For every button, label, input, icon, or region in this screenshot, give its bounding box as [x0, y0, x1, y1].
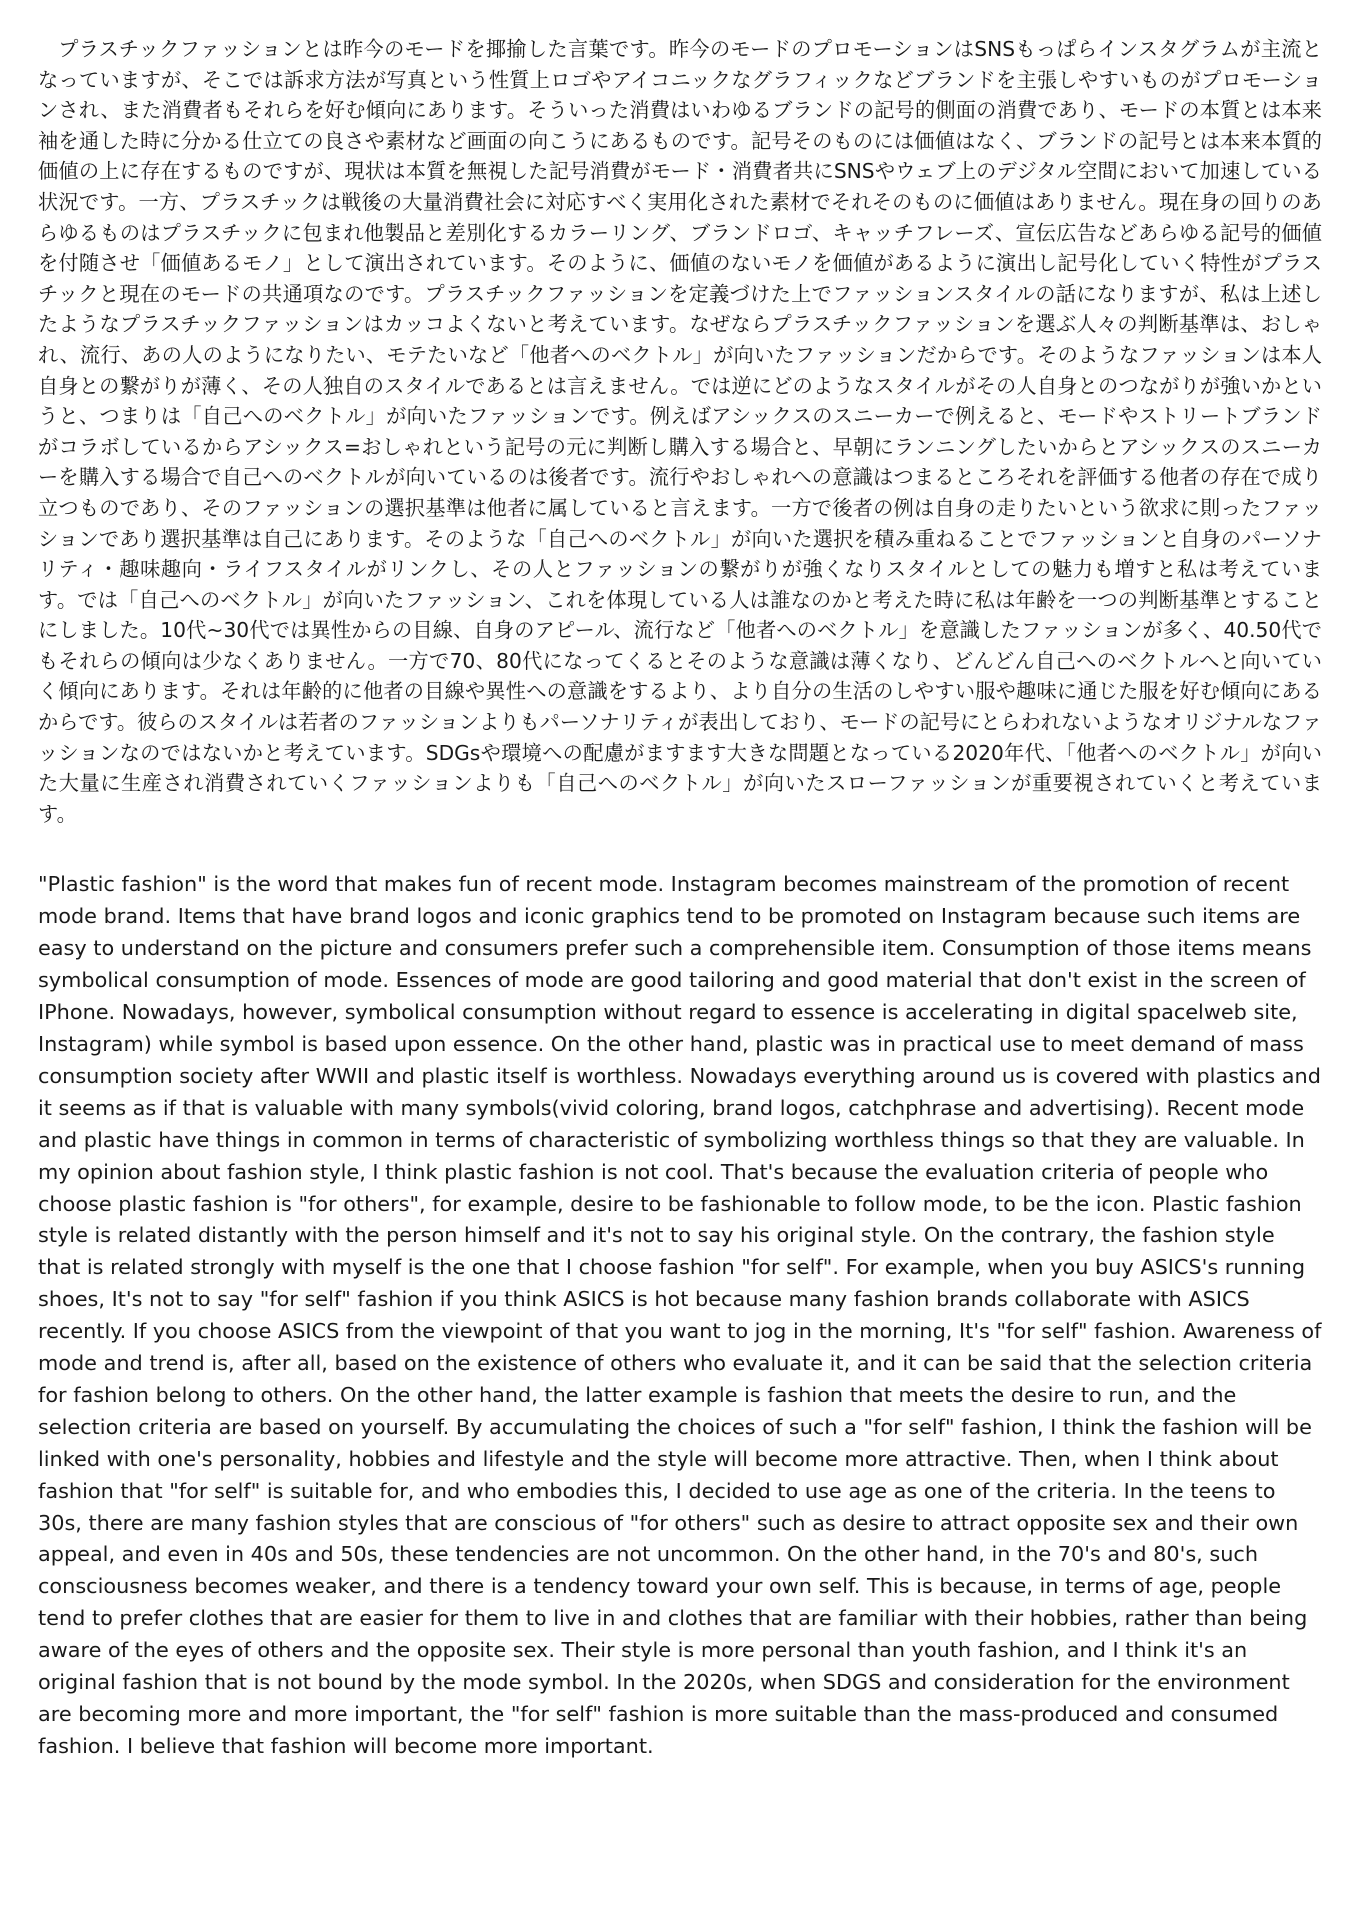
japanese-paragraph: プラスチックファッションとは昨今のモードを揶揄した言葉です。昨今のモードのプロモーションはSNSもっぱらインスタグラムが主流となっていますが、そこでは訴求方法が写真という性質上ロゴやアイコニックなグラフィックなどブランドを主張しやすいものがプロモーションされ、また消費者もそれらを好む傾向にあります。そういった消費はいわゆるブランドの記号的側面の消費であり、モードの本質とは本来袖を通した時に分かる仕立ての良さや素材など画面の向こうにあるものです。記号そのものには価値はなく、ブランドの記号とは本来本質的価値の上に存在するものですが、現状は本質を無視した記号消費がモード・消費者共にSNSやウェブ上のデジタル空間において加速している状況です。一方、プラスチックは戦後の大量消費社会に対応すべく実用化された素材でそれそのものに価値はありません。現在身の回りのあらゆるものはプラスチックに包まれ他製品と差別化するカラーリング、ブランドロゴ、キャッチフレーズ、宣伝広告などあらゆる記号的価値を付随させ「価値あるモノ」として演出されています。そのように、価値のないモノを価値があるように演出し記号化していく特性がプラスチックと現在のモードの共通項なのです。プラスチックファッションを定義づけた上でファッションスタイルの話になりますが、私は上述したようなプラスチックファッションはカッコよくないと考えています。なぜならプラスチックファッションを選ぶ人々の判断基準は、おしゃれ、流行、あの人のようになりたい、モテたいなど「他者へのベクトル」が向いたファッションだからです。そのようなファッションは本人自身との繋がりが薄く、その人独自のスタイルであるとは言えません。では逆にどのようなスタイルがその人自身とのつながりが強いかというと、つまりは「自己へのベクトル」が向いたファッションです。例えばアシックスのスニーカーで例えると、モードやストリートブランドがコラボしているからアシックス=おしゃれという記号の元に判断し購入する場合と、早朝にランニングしたいからとアシックスのスニーカーを購入する場合で自己へのベクトルが向いているのは後者です。流行やおしゃれへの意識はつまるところそれを評価する他者の存在で成り立つものであり、そのファッションの選択基準は他者に属していると言えます。一方で後者の例は自身の走りたいという欲求に則ったファッションであり選択基準は自己にあります。そのような「自己へのベクトル」が向いた選択を積み重ねることでファッションと自身のパーソナリティ・趣味趣向・ライフスタイルがリンクし、その人とファッションの繋がりが強くなりスタイルとしての魅力も増すと私は考えています。では「自己へのベクトル」が向いたファッション、これを体現している人は誰なのかと考えた時に私は年齢を一つの判断基準とすることにしました。10代~30代では異性からの目線、自身のアピール、流行など「他者へのベクトル」を意識したファッションが多く、40.50代でもそれらの傾向は少なくありません。一方で70、80代になってくるとそのような意識は薄くなり、どんどん自己へのベクトルへと向いていく傾向にあります。それは年齢的に他者の目線や異性への意識をするより、より自分の生活のしやすい服や趣味に通じた服を好む傾向にあるからです。彼らのスタイルは若者のファッションよりもパーソナリティが表出しており、モードの記号にとらわれないようなオリジナルなファッションなのではないかと考えています。SDGsや環境への配慮がますます大きな問題となっている2020年代、「他者へのベクトル」が向いた大量に生産され消費されていくファッションよりも「自己へのベクトル」が向いたスローファッションが重要視されていくと考えています。 — [38, 37, 1322, 826]
document-page — [38, 34, 1322, 1763]
english-paragraph: "Plastic fashion" is the word that makes fun of recent mode. Instagram becomes mainstream of the promotion of recent mode brand. Items that have brand logos and iconic graphics tend to be promoted on Instagram because such items are easy to understand on the picture and consumers prefer such a comprehensible item. Consumption of those items means symbolical consumption of mode. Essences of mode are good tailoring and good material that don't exist in the screen of IPhone. Nowadays, however, symbolical consumption without regard to essence is accelerating in digital spacelweb site, Instagram) while symbol is based upon essence. On the other hand, plastic was in practical use to meet demand of mass consumption society after WWII and plastic itself is worthless. Nowadays everything around us is covered with plastics and it seems as if that is valuable with many symbols(vivid coloring, brand logos, catchphrase and advertising). Recent mode and plastic have things in common in terms of characteristic of symbolizing worthless things so that they are valuable. In my opinion about fashion style, I think plastic fashion is not cool. That's because the evaluation criteria of people who choose plastic fashion is "for others", for example, desire to be fashionable to follow mode, to be the icon. Plastic fashion style is related distantly with the person himself and it's not to say his original style. On the contrary, the fashion style that is related strongly with myself is the one that I choose fashion "for self". For example, when you buy ASICS's running shoes, It's not to say "for self" fashion if you think ASICS is hot because many fashion brands collaborate with ASICS recently. If you choose ASICS from the viewpoint of that you want to jog in the morning, It's "for self" fashion. Awareness of mode and trend is, after all, based on the existence of others who evaluate it, and it can be said that the selection criteria for fashion belong to others. On the other hand, the latter example is fashion that meets the desire to run, and the selection criteria are based on yourself. By accumulating the choices of such a "for self" fashion, I think the fashion will be linked with one's personality, hobbies and lifestyle and the style will become more attractive. Then, when I think about fashion that "for self" is suitable for, and who embodies this, I decided to use age as one of the criteria. In the teens to 30s, there are many fashion styles that are conscious of "for others" such as desire to attract opposite sex and their own appeal, and even in 40s and 50s, these tendencies are not uncommon. On the other hand, in the 70's and 80's, such consciousness becomes weaker, and there is a tendency toward your own self. This is because, in terms of age, people tend to prefer clothes that are easier for them to live in and clothes that are familiar with their hobbies, rather than being aware of the eyes of others and the opposite sex. Their style is more personal than youth fashion, and I think it's an original fashion that is not bound by the mode symbol. In the 2020s, when SDGS and consideration for the environment are becoming more and more important, the "for self" fashion is more suitable than the mass-produced and consumed fashion. I believe that fashion will become more important. — [38, 872, 1322, 1758]
